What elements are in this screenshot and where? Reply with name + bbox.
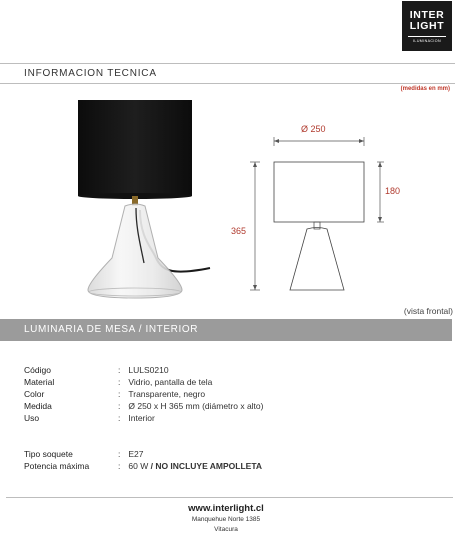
spec-label-color: Color: [24, 389, 45, 399]
brand-line2: LIGHT: [409, 20, 445, 32]
spec-value-size-text: Ø 250 x H 365 mm (diámetro x alto): [128, 401, 264, 411]
footer-address-city: Vitacura: [214, 526, 238, 533]
spec-label-use: Uso: [24, 413, 40, 423]
spec-value-material-text: Vidrio, pantalla de tela: [128, 377, 213, 387]
spec-label-socket: Tipo soquete: [24, 449, 73, 459]
spec-label-code: Código: [24, 365, 51, 375]
total-height-label: 365: [231, 226, 247, 236]
spec-value-power-text: 60 W: [128, 461, 149, 471]
spec-label-size: Medida: [24, 401, 52, 411]
spec-value-socket-text: E27: [128, 449, 144, 459]
brand-line3: ILUMINACION: [408, 36, 446, 43]
footer-website[interactable]: www.interlight.cl: [188, 503, 264, 514]
units-note: (medidas en mm): [400, 86, 450, 92]
spec-label-power: Potencia máxima: [24, 461, 90, 471]
brand-line1: INTER: [409, 9, 445, 21]
diameter-label: Ø 250: [301, 124, 326, 134]
spec-value-color: : Transparente, negro: [118, 389, 206, 399]
brand-logo: [402, 1, 452, 51]
section-header-title: INFORMACION TECNICA: [24, 68, 157, 79]
spec-value-power-note: / NO INCLUYE AMPOLLETA: [150, 461, 263, 471]
section-title: LUMINARIA DE MESA / INTERIOR: [24, 324, 199, 335]
footer-address-street: Manquehue Norte 1385: [191, 516, 261, 523]
lamp-shade: [78, 100, 192, 196]
view-note: (vista frontal): [403, 306, 453, 316]
header-divider-bottom: [0, 83, 455, 84]
spec-value-socket: : E27: [118, 449, 144, 459]
spec-value-color-text: Transparente, negro: [128, 389, 206, 399]
spec-value-code: : LULS0210: [118, 365, 169, 375]
spec-value-material: : Vidrio, pantalla de tela: [118, 377, 213, 387]
glass-base: [88, 204, 182, 298]
spec-value-size: : Ø 250 x H 365 mm (diámetro x alto): [118, 401, 264, 411]
footer-divider: [6, 497, 453, 498]
technical-drawing: [222, 112, 408, 302]
spec-value-code-text: LULS0210: [128, 365, 169, 375]
spec-value-use: : Interior: [118, 413, 155, 423]
spec-label-material: Material: [24, 377, 55, 387]
header-divider-top: [0, 63, 455, 64]
spec-value-power: : 60 W / NO INCLUYE AMPOLLETA: [118, 461, 263, 471]
shade-height-label: 180: [385, 186, 401, 196]
product-photo: [70, 98, 220, 308]
spec-value-use-text: Interior: [128, 413, 155, 423]
